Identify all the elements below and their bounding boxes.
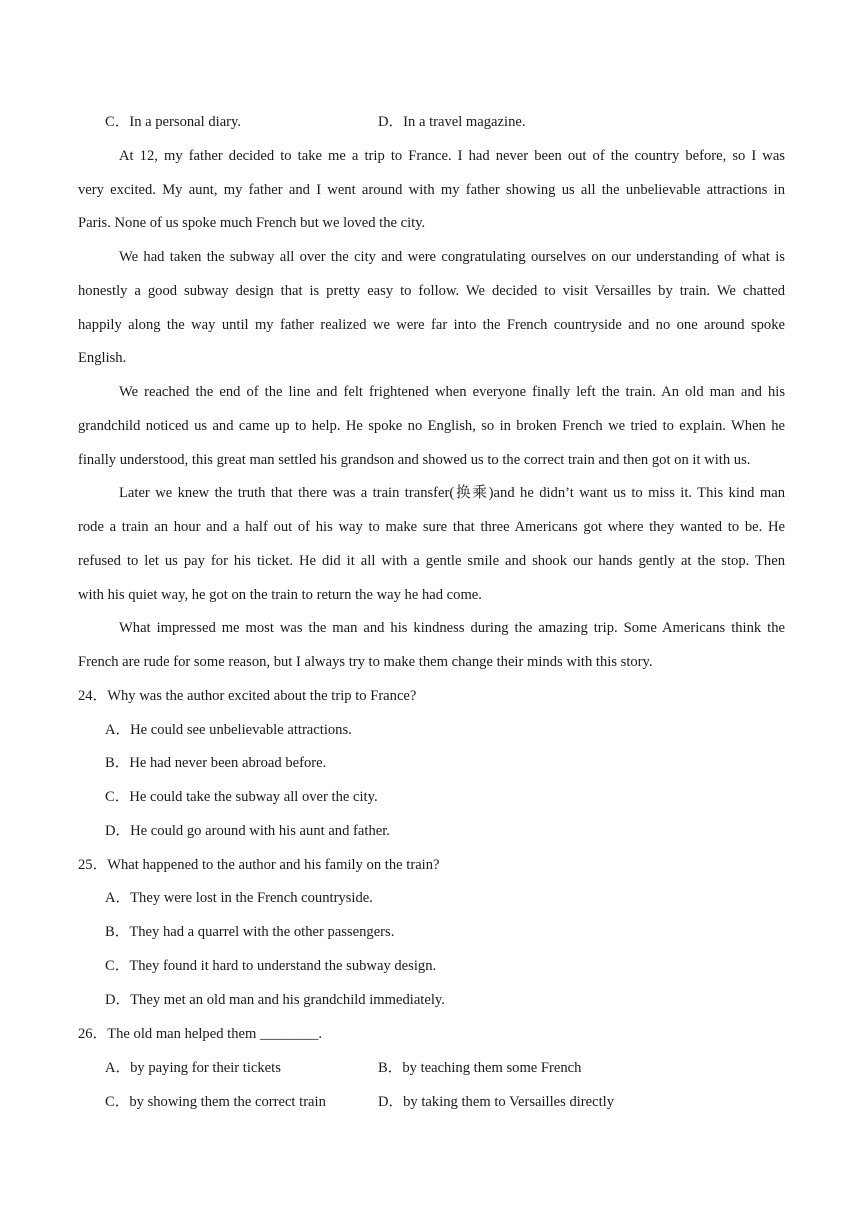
question-26-stem: 26．The old man helped them ________.: [78, 1026, 322, 1042]
passage-p2-line3: happily along the way until my father realized we were far into the French countryside and no one around spoke: [78, 317, 785, 333]
passage-p1-line1: At 12, my father decided to take me a trip to France. I had never been out of the country before, so I was: [119, 148, 785, 164]
question-25-option-c: C．They found it hard to understand the subway design.: [105, 958, 437, 974]
passage-p1-line3: Paris. None of us spoke much French but we loved the city.: [78, 215, 426, 231]
passage-p2-line4: English.: [78, 350, 127, 366]
passage-p3-line2: grandchild noticed us and came up to help. He spoke no English, so in broken French we tried to explain. When he: [78, 418, 785, 434]
passage-p2-line2: honestly a good subway design that is pretty easy to follow. We decided to visit Versailles by train. We chatted: [78, 283, 785, 299]
prev-option-c: C．In a personal diary.: [105, 114, 242, 130]
question-25-option-d: D．They met an old man and his grandchild immediately.: [105, 992, 445, 1008]
passage-p2-line1: We had taken the subway all over the city and were congratulating ourselves on our understanding of what is: [119, 249, 785, 265]
passage-p5-line1: What impressed me most was the man and his kindness during the amazing trip. Some Americans think the: [119, 620, 785, 636]
prev-option-d: D．In a travel magazine.: [378, 114, 526, 130]
passage-p1-line2: very excited. My aunt, my father and I went around with my father showing us all the unbelievable attractions in: [78, 182, 785, 198]
passage-p3-line1: We reached the end of the line and felt frightened when everyone finally left the train. An old man and his: [119, 384, 785, 400]
passage-p4-line1: Later we knew the truth that there was a train transfer(换乘)and he didn’t want us to miss it. This kind man: [119, 485, 785, 501]
question-25-option-a: A．They were lost in the French countryside.: [105, 890, 373, 906]
question-26-option-a: A．by paying for their tickets: [105, 1060, 281, 1076]
question-26-option-b: B．by teaching them some French: [378, 1060, 582, 1076]
question-24-option-d: D．He could go around with his aunt and father.: [105, 823, 390, 839]
passage-p4-line2: rode a train an hour and a half out of his way to make sure that three Americans got where they wanted to be. He: [78, 519, 785, 535]
passage-p3-line3: finally understood, this great man settled his grandson and showed us to the correct train and then got on it with us.: [78, 452, 751, 468]
question-24-option-a: A．He could see unbelievable attractions.: [105, 722, 352, 738]
passage-p4-line4: with his quiet way, he got on the train to return the way he had come.: [78, 587, 482, 603]
question-24-stem: 24．Why was the author excited about the trip to France?: [78, 688, 417, 704]
question-25-stem: 25．What happened to the author and his family on the train?: [78, 857, 440, 873]
passage-p4-line3: refused to let us pay for his ticket. He did it all with a gentle smile and shook our hands gently at the stop. Then: [78, 553, 785, 569]
passage-p5-line2: French are rude for some reason, but I always try to make them change their minds with this story.: [78, 654, 653, 670]
question-24-option-c: C．He could take the subway all over the city.: [105, 789, 378, 805]
question-26-option-c: C．by showing them the correct train: [105, 1094, 326, 1110]
question-26-option-d: D．by taking them to Versailles directly: [378, 1094, 615, 1110]
question-25-option-b: B．They had a quarrel with the other passengers.: [105, 924, 395, 940]
question-24-option-b: B．He had never been abroad before.: [105, 755, 327, 771]
